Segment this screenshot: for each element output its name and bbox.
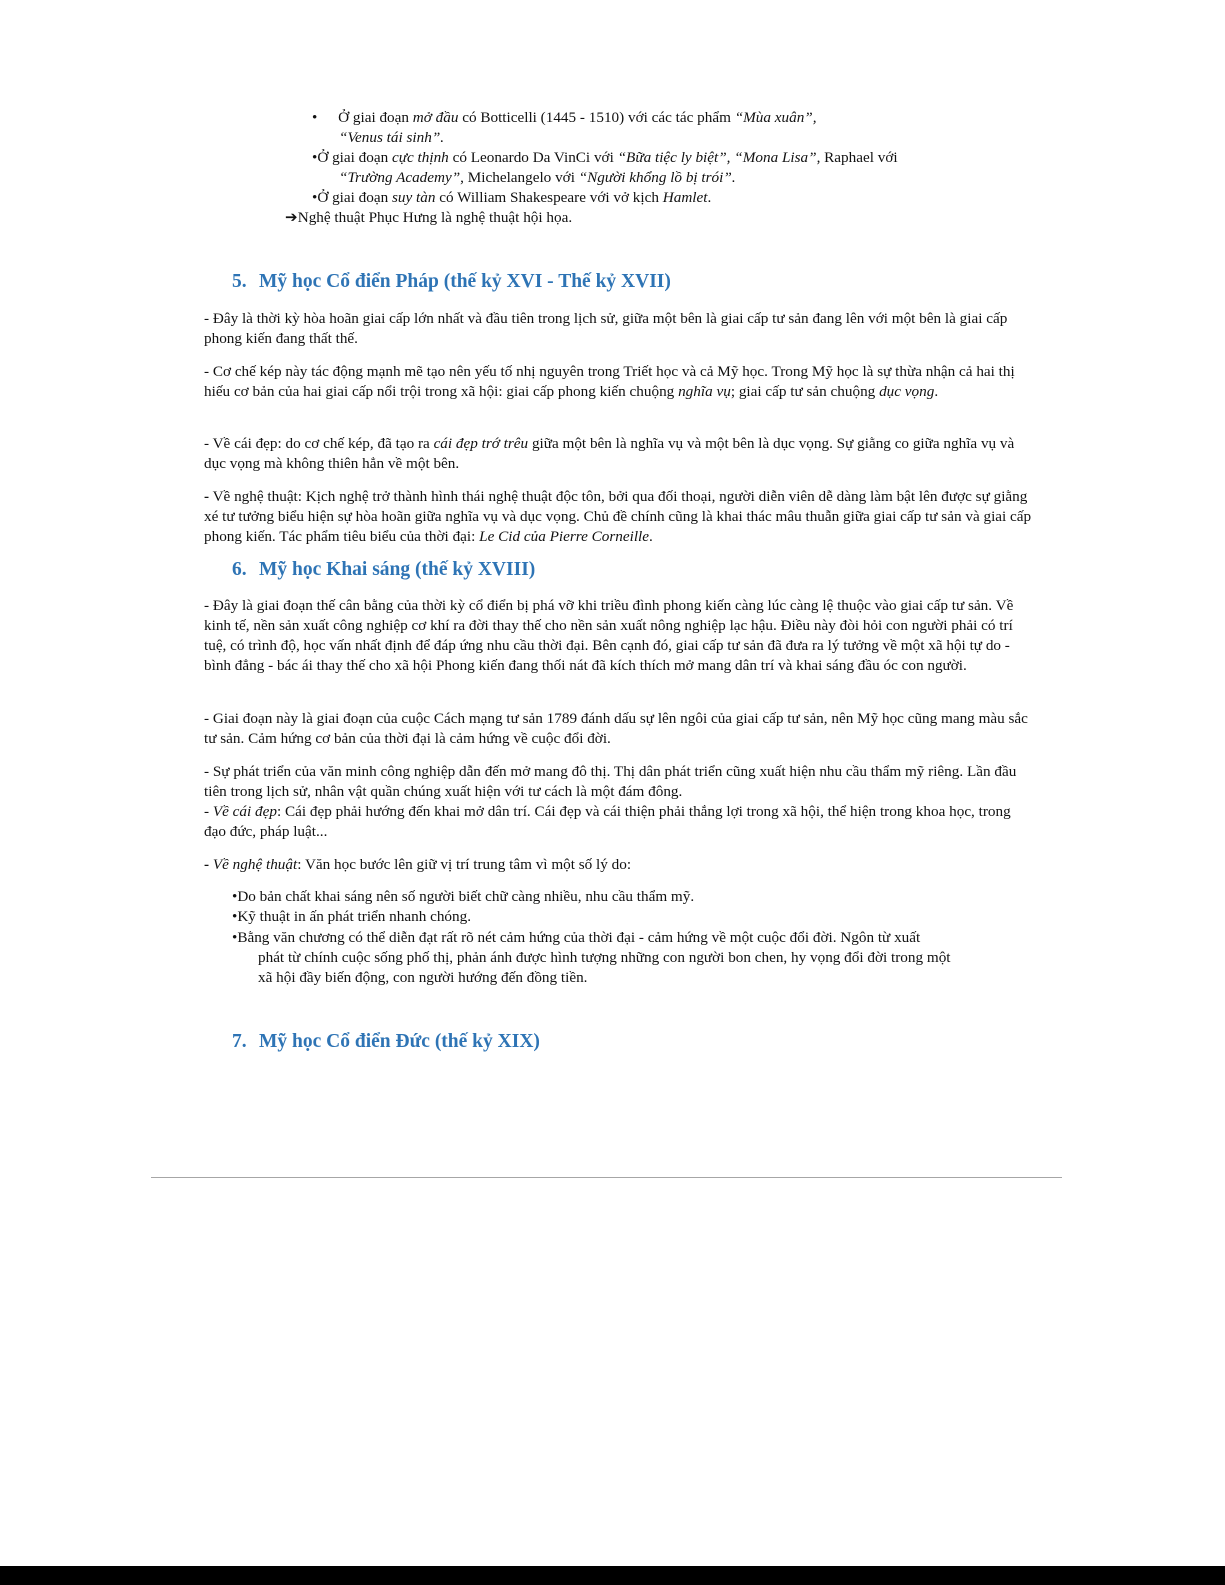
list-item [312, 148, 898, 168]
arrow-right-icon: ➔ [285, 209, 298, 226]
section-title: Mỹ học Khai sáng (thế kỷ XVIII) [259, 559, 536, 580]
list-item-text: Bằng văn chương có thể diễn đạt rất rõ nét cảm hứng của thời đại - cảm hứng về một cuộc đổi đời. Ngôn từ xuất [237, 929, 921, 946]
list-item-continuation: “Trường Academy”, Michelangelo với “Người khổng lồ bị trói”. [339, 169, 736, 186]
bottom-bar [0, 1566, 1225, 1585]
bullet-icon: • [232, 929, 238, 946]
section-number: 6. [232, 559, 247, 580]
paragraph: - Giai đoạn này là giai đoạn của cuộc Cách mạng tư sản 1789 đánh dấu sự lên ngôi của giai cấp tư sản, nên Mỹ học cũng mang màu sắc tư sản. Cảm hứng cơ bản của thời đại là cảm hứng về cuộc đổi đời. [204, 710, 1028, 747]
bullet-icon: • [312, 149, 318, 166]
section-heading-7 [232, 1031, 540, 1053]
paragraph: - Sự phát triển của văn minh công nghiệp dẫn đến mở mang đô thị. Thị dân phát triển cũng xuất hiện nhu cầu thẩm mỹ riêng. Lần đầu tiên trong lịch sử, nhân vật quần chúng xuất hiện với tư cách là một đám đông. [204, 763, 1017, 800]
list-item-continuation: xã hội đầy biến động, con người hướng đến đồng tiền. [258, 969, 588, 986]
section-title: Mỹ học Cổ điển Pháp (thế kỷ XVI - Thế kỷ XVII) [259, 271, 671, 292]
list-item-text: Ở giai đoạn mở đầu có Botticelli (1445 - 1510) với các tác phẩm “Mùa xuân”, [338, 109, 817, 126]
list-item [232, 887, 694, 907]
paragraph: - Đây là giai đoạn thế cân bằng của thời kỳ cổ điển bị phá vỡ khi triều đình phong kiến càng lúc càng lệ thuộc vào giai cấp tư sản. Về kinh tế, nền sản xuất công nghiệp cơ khí ra đời thay thế cho nền sản xuất nông nghiệp lạc hậu. Điều này đòi hỏi con người phải có trí tuệ, có trình độ, học vấn nhất định để đáp ứng nhu cầu thời đại. Bên cạnh đó, giai cấp tư sản đã đưa ra lý tưởng về một xã hội tự do - bình đẳng - bác ái thay thế cho xã hội Phong kiến đang thối nát đã kích thích mở mang dân trí và khai sáng đầu óc con người. [204, 597, 1014, 674]
bullet-icon: • [232, 888, 238, 905]
bullet-icon: • [312, 189, 318, 206]
list-item [312, 188, 711, 208]
section-number: 7. [232, 1031, 247, 1052]
bullet-icon: • [312, 109, 318, 126]
section-heading-5 [232, 271, 671, 293]
list-item-continuation: phát từ chính cuộc sống phố thị, phản ánh được hình tượng những con người bon chen, hy vọng đổi đời trong một [258, 949, 951, 966]
conclusion-text: Nghệ thuật Phục Hưng là nghệ thuật hội họa. [297, 209, 573, 226]
section-heading-6 [232, 559, 535, 581]
section-title: Mỹ học Cổ điển Đức (thế kỷ XIX) [259, 1031, 540, 1052]
paragraph: - Về nghệ thuật: Kịch nghệ trở thành hình thái nghệ thuật độc tôn, bởi qua đối thoại, người diễn viên dễ dàng làm bật lên được sự giằng xé tư tưởng biểu hiện sự hòa hoãn giữa nghĩa vụ và dục vọng. Chủ đề chính cũng là khai thác mâu thuẫn giữa giai cấp tư sản và giai cấp phong kiến. Tác phẩm tiêu biểu của thời đại: Le Cid của Pierre Corneille. [204, 488, 1032, 545]
list-item-text: Ở giai đoạn suy tàn có William Shakespeare với vở kịch Hamlet. [317, 189, 712, 206]
paragraph: - Cơ chế kép này tác động mạnh mẽ tạo nên yếu tố nhị nguyên trong Triết học và cả Mỹ học. Trong Mỹ học là sự thừa nhận cả hai thị hiếu cơ bản của hai giai cấp nổi trội trong xã hội: giai cấp phong kiến chuộng nghĩa vụ; giai cấp tư sản chuộng dục vọng. [204, 363, 1015, 400]
paragraph: - Đây là thời kỳ hòa hoãn giai cấp lớn nhất và đầu tiên trong lịch sử, giữa một bên là giai cấp tư sản đang lên với một bên là giai cấp phong kiến đang thất thế. [204, 310, 1008, 347]
list-item-text: Kỹ thuật in ấn phát triển nhanh chóng. [237, 908, 471, 925]
bullet-icon: • [232, 908, 238, 925]
list-item [312, 108, 817, 128]
list-item [232, 907, 471, 927]
page-divider [151, 1177, 1062, 1178]
paragraph: - Về cái đẹp: Cái đẹp phải hướng đến khai mở dân trí. Cái đẹp và cái thiện phải thắng lợi trong xã hội, thể hiện trong khoa học, trong đạo đức, pháp luật... [204, 803, 1011, 840]
list-item-text: Do bản chất khai sáng nên số người biết chữ càng nhiều, nhu cầu thẩm mỹ. [237, 888, 695, 905]
paragraph: - Về cái đẹp: do cơ chế kép, đã tạo ra cái đẹp trớ trêu giữa một bên là nghĩa vụ và một bên là dục vọng. Sự giằng co giữa nghĩa vụ và dục vọng mà không thiên hẳn về một bên. [204, 435, 1015, 472]
list-item-continuation: “Venus tái sinh”. [339, 129, 445, 146]
paragraph: - Về nghệ thuật: Văn học bước lên giữ vị trí trung tâm vì một số lý do: [204, 856, 632, 873]
section-number: 5. [232, 271, 247, 292]
conclusion-line [285, 208, 572, 228]
list-item-text: Ở giai đoạn cực thịnh có Leonardo Da VinCi với “Bữa tiệc ly biệt”, “Mona Lisa”, Raphael với [317, 149, 898, 166]
list-item [232, 928, 920, 948]
